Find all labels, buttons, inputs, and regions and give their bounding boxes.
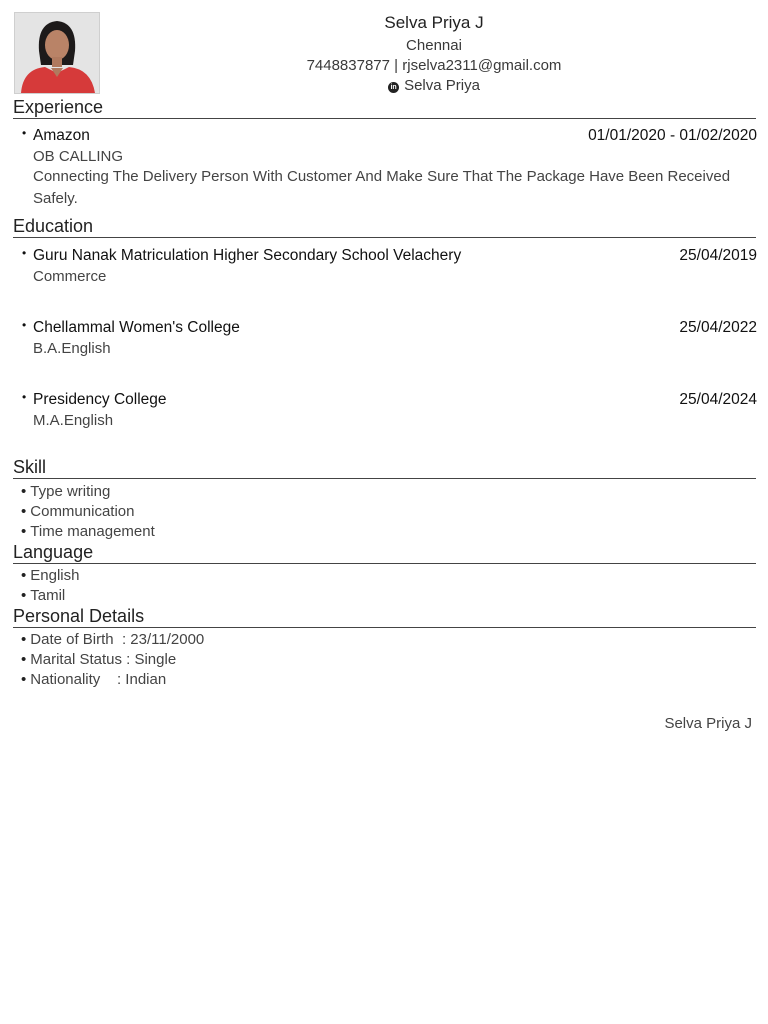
candidate-name: Selva Priya J (384, 13, 484, 32)
language-item: • English (21, 567, 79, 584)
experience-heading: Experience (13, 97, 756, 119)
education-heading: Education (13, 216, 756, 238)
skill-item: • Time management (21, 523, 155, 540)
personal-details-heading: Personal Details (13, 606, 756, 628)
experience-dates: 01/01/2020 - 01/02/2020 (588, 127, 757, 144)
education-degree: Commerce (33, 268, 107, 285)
skill-heading: Skill (13, 457, 756, 479)
language-item: • Tamil (21, 587, 65, 604)
education-date: 25/04/2019 (679, 247, 757, 264)
personal-detail-item: • Marital Status : Single (21, 651, 176, 668)
personal-detail-item: • Nationality : Indian (21, 671, 166, 688)
skill-item: • Communication (21, 503, 134, 520)
email-link[interactable]: rjselva2311@gmail.com (402, 57, 562, 74)
linkedin-name[interactable]: Selva Priya (404, 77, 480, 94)
linkedin-icon: in (388, 82, 399, 93)
contact-line (100, 57, 768, 74)
profile-photo (14, 12, 100, 94)
education-school: Chellammal Women's College (33, 319, 240, 336)
education-date: 25/04/2024 (679, 391, 757, 408)
linkedin-line[interactable] (100, 77, 768, 94)
education-school: Presidency College (33, 391, 167, 408)
personal-detail-item: • Date of Birth : 23/11/2000 (21, 631, 204, 648)
education-date: 25/04/2022 (679, 319, 757, 336)
language-heading: Language (13, 542, 756, 564)
bullet: • (22, 390, 27, 404)
candidate-city: Chennai (406, 37, 462, 54)
education-school: Guru Nanak Matriculation Higher Secondary School Velachery (33, 247, 462, 264)
experience-description: Connecting The Delivery Person With Customer And Make Sure That The Package Have Been Received Safely. (33, 168, 731, 207)
signature-name: Selva Priya J (664, 715, 752, 732)
bullet: • (22, 126, 27, 140)
bullet: • (22, 318, 27, 332)
contact-separator: | (394, 57, 399, 74)
education-degree: B.A.English (33, 340, 111, 357)
phone-number[interactable]: 7448837877 (306, 57, 390, 74)
bullet: • (22, 246, 27, 260)
experience-company: Amazon (33, 127, 90, 144)
experience-role: OB CALLING (33, 148, 124, 165)
skill-item: • Type writing (21, 483, 110, 500)
education-degree: M.A.English (33, 412, 114, 429)
